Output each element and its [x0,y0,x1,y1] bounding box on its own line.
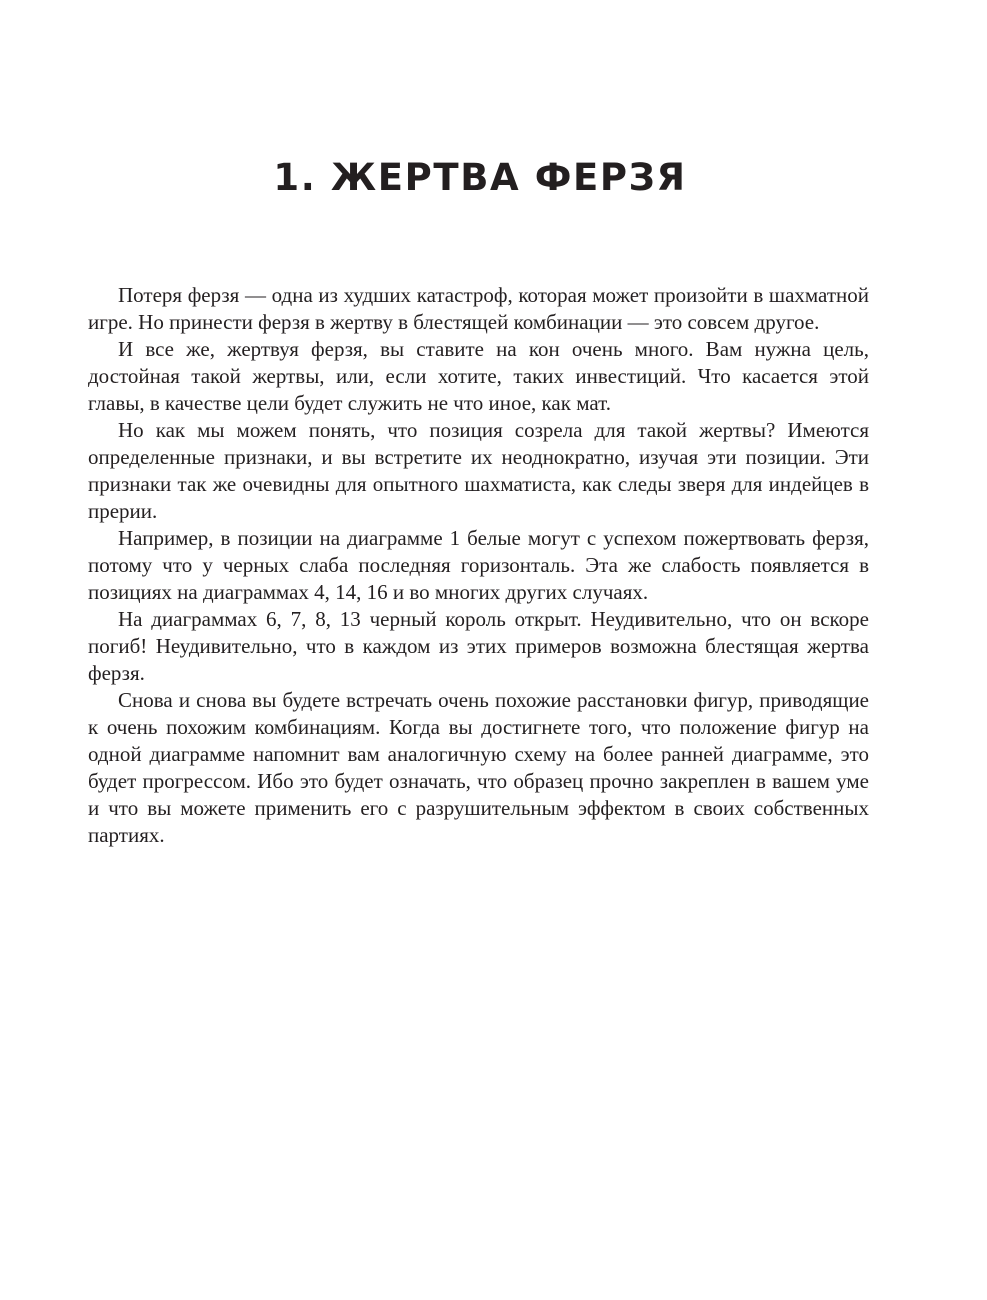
paragraph: Например, в позиции на диаграмме 1 белые могут с успехом пожертвовать ферзя, потому что у черных слаба последняя горизонталь. Эта же слабость появляется в позициях на диаграммах 4, 14, 16 и во многих других случаях. [88,526,869,604]
paragraph: На диаграммах 6, 7, 8, 13 черный король открыт. Неудивительно, что он вскоре погиб! Неудивительно, что в каждом из этих примеров возможна блестящая жертва ферзя. [88,607,869,685]
paragraph: Снова и снова вы будете встречать очень похожие расстановки фигур, приводящие к очень похожим комбинациям. Когда вы достигнете того, что положение фигур на одной диаграмме напомнит вам аналогичную схему на более ранней диаграмме, это будет прогрессом. Ибо это будет означать, что образец прочно закреплен в вашем уме и что вы можете применить его с разрушительным эффектом в своих собственных партиях. [88,688,869,847]
chapter-body [88,282,869,849]
chapter-title: 1. ЖЕРТВА ФЕРЗЯ [273,156,687,199]
paragraph: И все же, жертвуя ферзя, вы ставите на кон очень много. Вам нужна цель, достойная такой жертвы, или, если хотите, таких инвестиций. Что касается этой главы, в качестве цели будет служить не что иное, как мат. [88,337,869,415]
paragraph: Но как мы можем понять, что позиция созрела для такой жертвы? Имеются определенные признаки, и вы встретите их неоднократно, изучая эти позиции. Эти признаки так же очевидны для опытного шахматиста, как следы зверя для индейцев в прерии. [88,418,869,523]
paragraph: Потеря ферзя — одна из худших катастроф, которая может произойти в шахматной игре. Но принести ферзя в жертву в блестящей комбинации — это совсем другое. [88,283,869,334]
